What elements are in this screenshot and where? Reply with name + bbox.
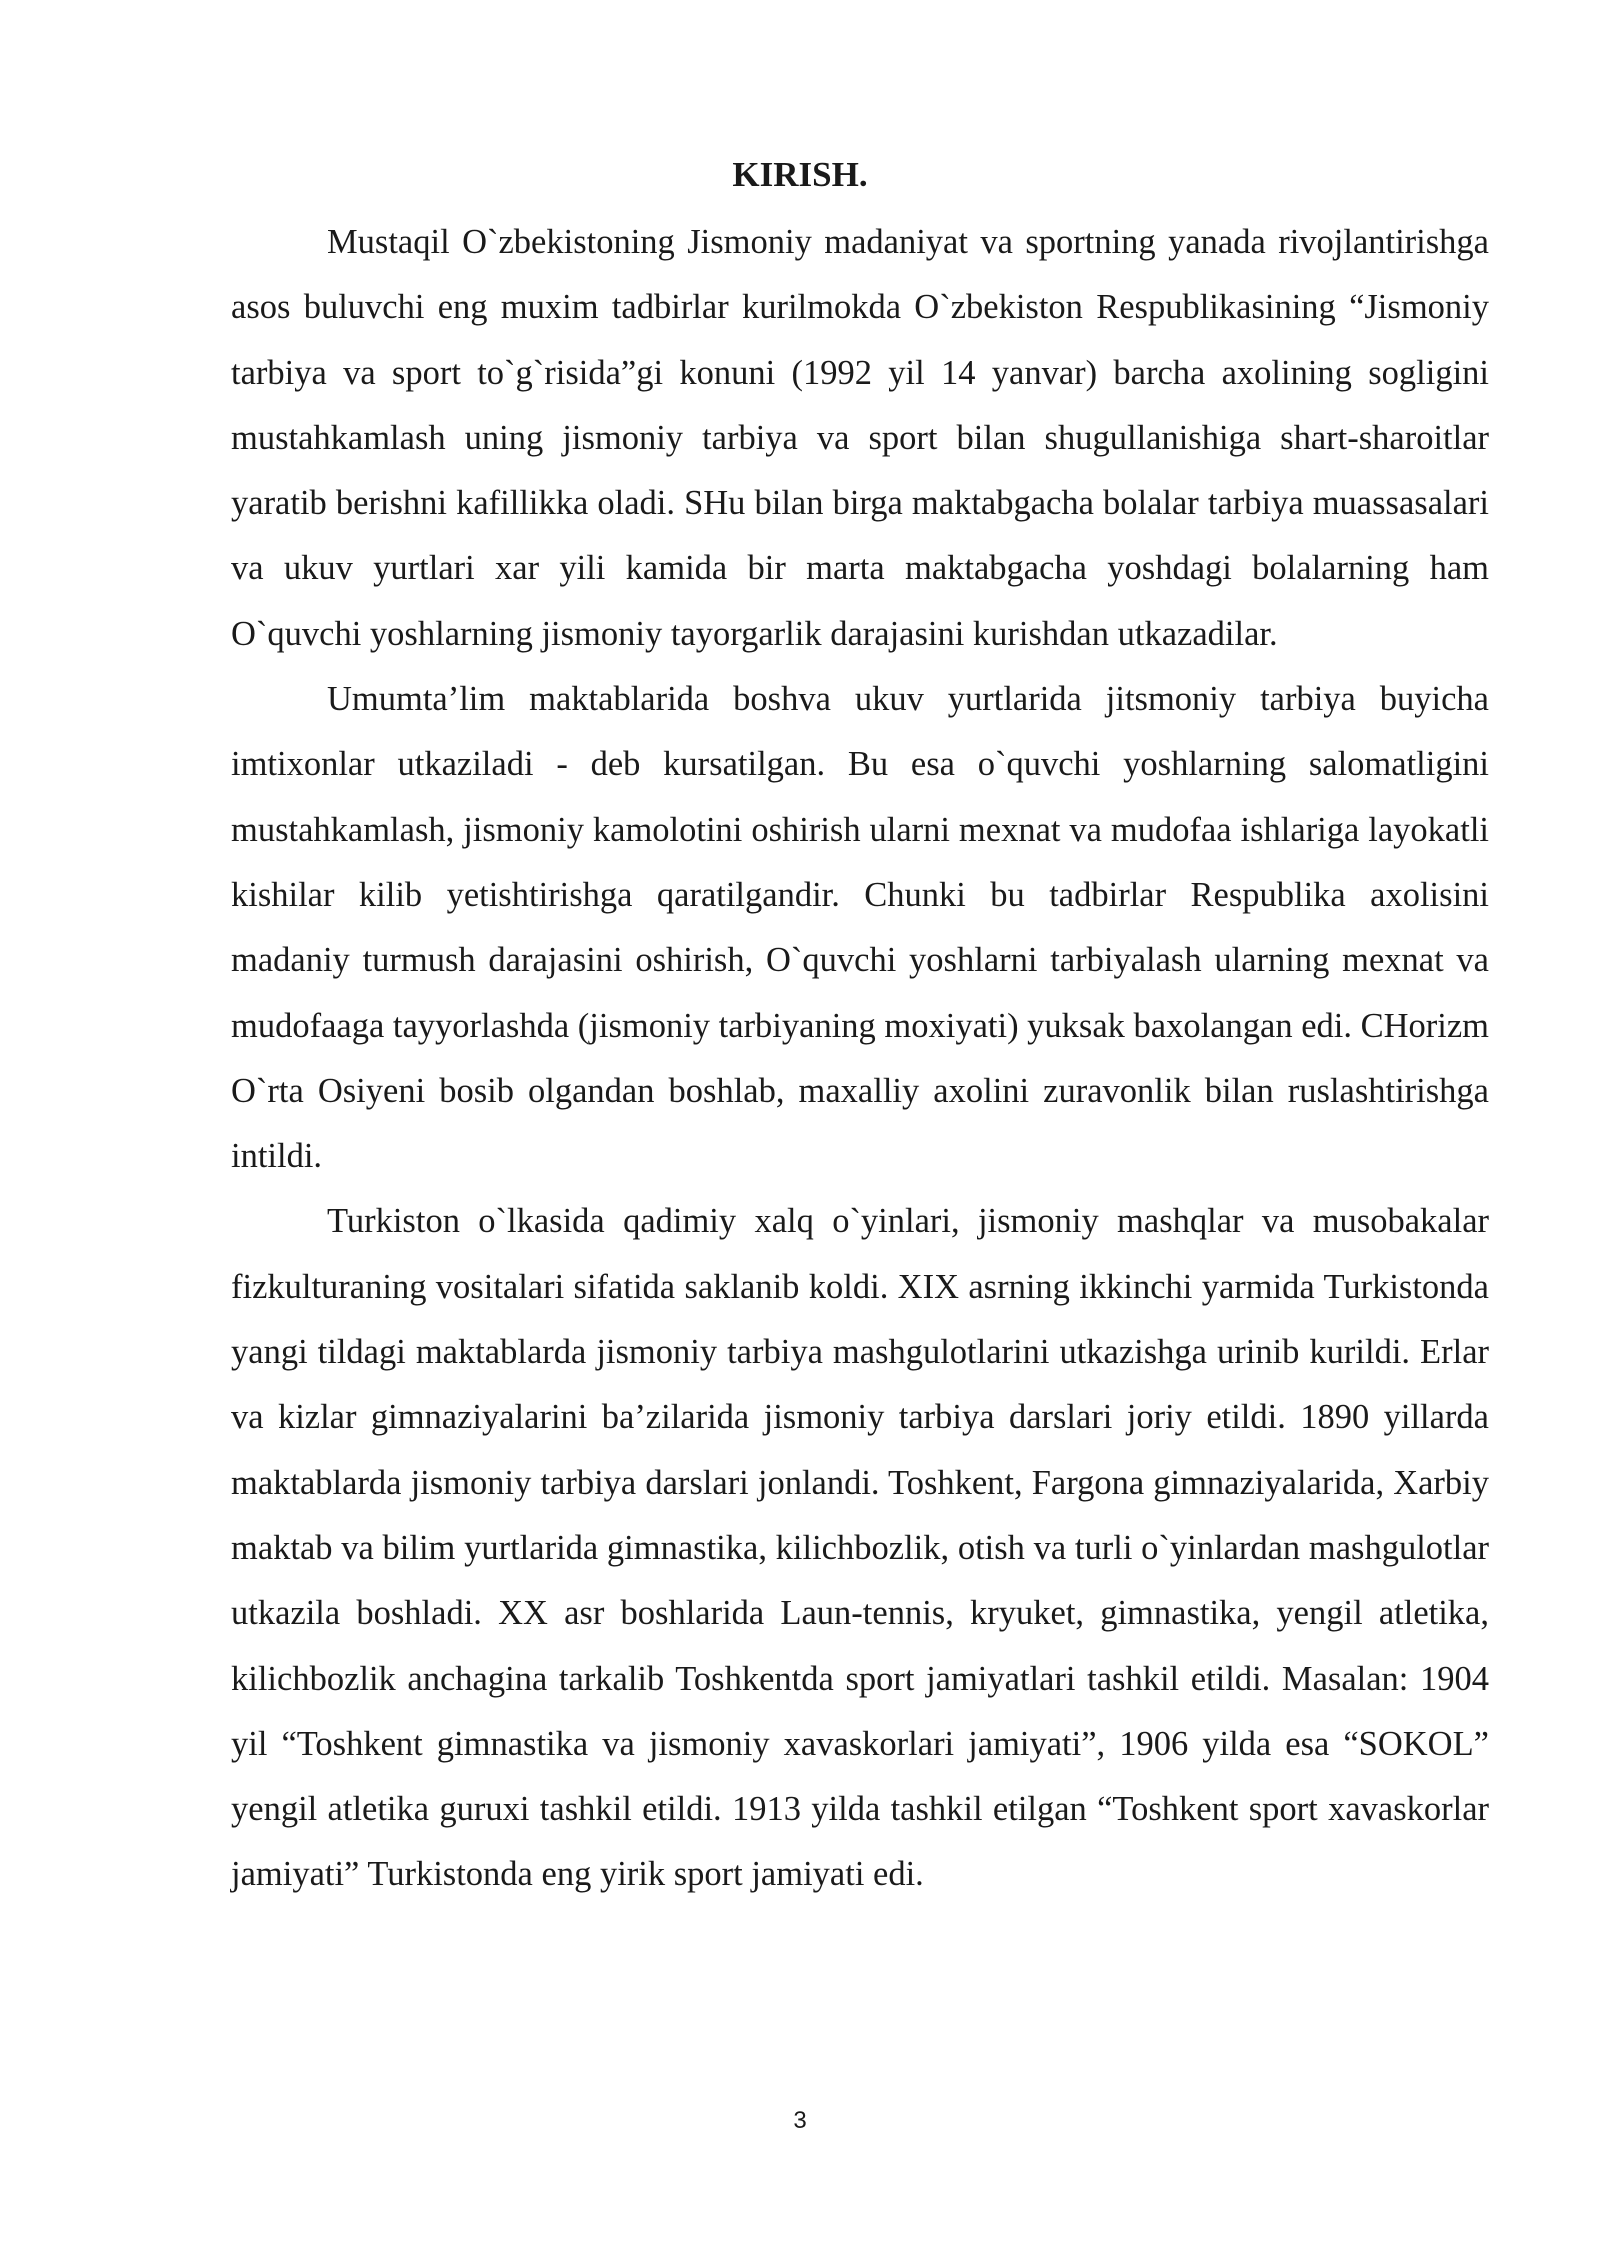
page-number: 3 — [793, 2107, 807, 2134]
paragraph-2: Umumta’lim maktablarida boshva ukuv yurtlarida jitsmoniy tarbiya buyicha imtixonlar utkaziladi - deb kursatilgan. Bu esa o`quvchi yoshlarning salomatligini mustahkamlash, jismoniy kamolotini oshirish ularni mexnat va mudofaa ishlariga layokatli kishilar kilib yetishtirishga qaratilgandir. Chunki bu tadbirlar Respublika axolisini madaniy turmush darajasini oshirish, O`quvchi yoshlarni tarbiyalash ularning mexnat va mudofaaga tayyorlashda (jismoniy tarbiyaning moxiyati) yuksak baxolangan edi. CHorizm O`rta Osiyeni bosib olgandan boshlab, maxalliy axolini zuravonlik bilan ruslashtirishga intildi. — [231, 680, 1489, 1176]
body-text — [231, 210, 1489, 1908]
paragraph-3: Turkiston o`lkasida qadimiy xalq o`yinlari, jismoniy mashqlar va musobakalar fizkulturaning vositalari sifatida saklanib koldi. XIX asrning ikkinchi yarmida Turkistonda yangi tildagi maktablarda jismoniy tarbiya mashgulotlarini utkazishga urinib kurildi. Erlar va kizlar gimnaziyalarini ba’zilarida jismoniy tarbiya darslari joriy etildi. 1890 yillarda maktablarda jismoniy tarbiya darslari jonlandi. Toshkent, Fargona gimnaziyalarida, Xarbiy maktab va bilim yurtlarida gimnastika, kilichbozlik, otish va turli o`yinlardan mashgulotlar utkazila boshladi. XX asr boshlarida Laun-tennis, kryuket, gimnastika, yengil atletika, kilichbozlik anchagina tarkalib Toshkentda sport jamiyatlari tashkil etildi. Masalan: 1904 yil “Toshkent gimnastika va jismoniy xavaskorlari jamiyati”, 1906 yilda esa “SOKOL” yengil atletika guruxi tashkil etildi. 1913 yilda tashkil etilgan “Toshkent sport xavaskorlar jamiyati” Turkistonda eng yirik sport jamiyati edi. — [231, 1202, 1489, 1894]
paragraph-1: Mustaqil O`zbekistoning Jismoniy madaniyat va sportning yanada rivojlantirishga asos buluvchi eng muxim tadbirlar kurilmokda O`zbekiston Respublikasining “Jismoniy tarbiya va sport to`g`risida”gi konuni (1992 yil 14 yanvar) barcha axolining sogligini mustahkamlash uning jismoniy tarbiya va sport bilan shugullanishiga shart-sharoitlar yaratib berishni kafillikka oladi. SHu bilan birga maktabgacha bolalar tarbiya muassasalari va ukuv yurtlari xar yili kamida bir marta maktabgacha yoshdagi bolalarning ham O`quvchi yoshlarning jismoniy tayorgarlik darajasini kurishdan utkazadilar. — [231, 223, 1489, 653]
page-title: KIRISH. — [732, 155, 868, 194]
